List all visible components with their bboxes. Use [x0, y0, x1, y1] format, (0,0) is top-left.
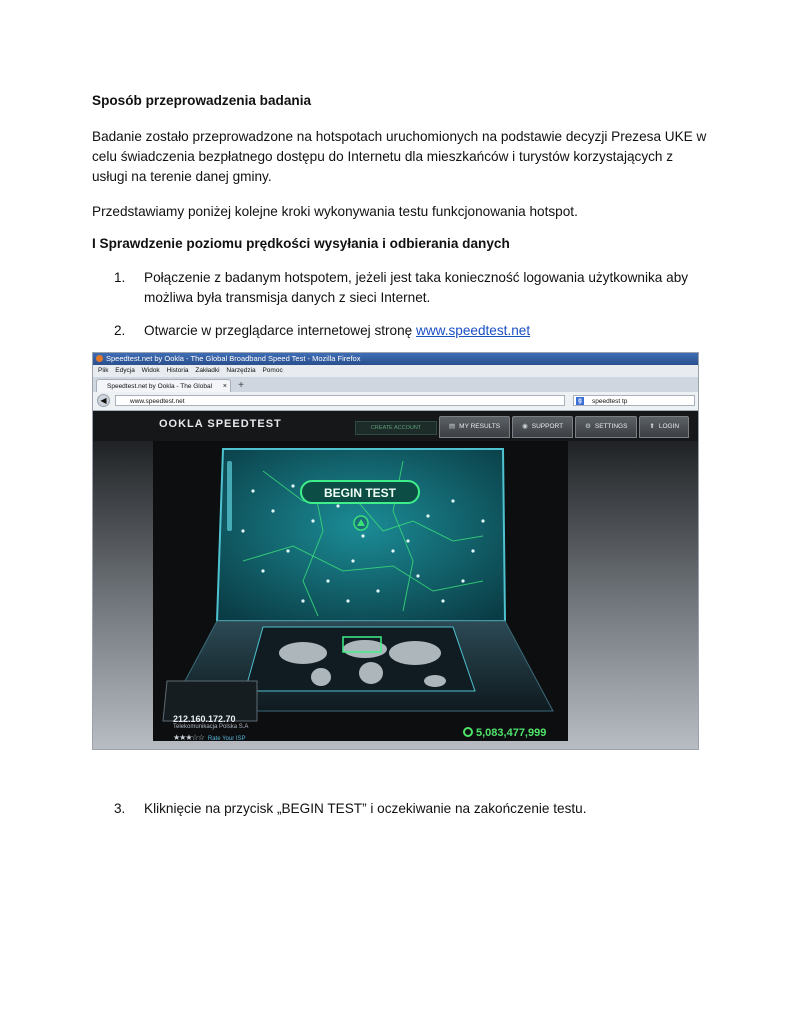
support-icon: ◉: [522, 423, 528, 430]
list-text: Połączenie z badanym hotspotem, jeżeli jest taka konieczność logowania użytkownika aby możliwa była transmisja danych z sieci Internet.: [144, 270, 689, 305]
menu-item-pomoc[interactable]: Pomoc: [262, 367, 283, 374]
continent-shape: [389, 641, 441, 665]
intro-paragraph: Badanie zostało przeprowadzone na hotspotach uruchomionych na podstawie decyzji Prezesa UKE w celu świadczenia bezpłatnego dostępu do Internetu dla mieszkańców i turystów korzystających z usługi na terenie danej gminy.: [92, 129, 707, 184]
tab-label: SUPPORT: [531, 423, 564, 430]
create-account-button[interactable]: CREATE ACCOUNT: [355, 421, 437, 435]
window-titlebar: [93, 353, 698, 365]
ookla-logo: OOKLA SPEEDTEST: [159, 418, 282, 430]
url-input[interactable]: www.speedtest.net: [115, 395, 565, 406]
list-text-part: Otwarcie w przeglądarce internetowej stronę: [144, 323, 417, 338]
search-input[interactable]: [573, 395, 695, 406]
ip-address: 212.160.172.70: [173, 714, 236, 724]
tab-bar: [93, 377, 698, 392]
rate-isp[interactable]: [173, 733, 246, 742]
tab-my-results[interactable]: [439, 416, 510, 438]
map-screen: [217, 449, 505, 621]
settings-icon: ⚙: [585, 423, 591, 430]
menu-item-historia[interactable]: Historia: [166, 367, 189, 374]
tab-support[interactable]: [512, 416, 573, 438]
results-icon: ▤: [449, 423, 456, 430]
menu-bar: [93, 365, 698, 377]
continent-shape: [279, 642, 327, 664]
section-heading: I Sprawdzenie poziomu prędkości wysyłania i odbierania danych: [92, 236, 510, 251]
speedtest-link[interactable]: www.speedtest.net: [416, 323, 531, 338]
zoom-slider[interactable]: [227, 461, 232, 531]
continent-shape: [424, 675, 446, 687]
begin-test-label: BEGIN TEST: [323, 486, 397, 500]
menu-item-widok[interactable]: Widok: [141, 367, 160, 374]
steps-paragraph: Przedstawiamy poniżej kolejne kroki wykonywania testu funkcjonowania hotspot.: [92, 204, 578, 219]
search-value: speedtest tp: [592, 398, 628, 405]
star-rating-icon[interactable]: ★★★☆☆: [173, 733, 204, 742]
menu-item-edycja[interactable]: Edycja: [115, 367, 135, 374]
continent-shape: [359, 662, 383, 684]
browser-screenshot: [92, 352, 699, 750]
speedtest-stage: [153, 441, 568, 741]
isp-name: Telekomunikacja Polska S.A: [173, 724, 249, 730]
rate-label: Rate Your ISP: [207, 736, 246, 742]
login-icon: ⬆: [649, 423, 655, 430]
counter-value: 5,083,477,999: [476, 727, 547, 739]
list-number: 1.: [114, 270, 126, 285]
tab-login[interactable]: [639, 416, 689, 438]
continent-shape: [311, 668, 331, 686]
close-icon[interactable]: ×: [222, 383, 227, 390]
tab-label: Speedtest.net by Ookla - The Global: [107, 383, 213, 390]
firefox-icon: [96, 355, 103, 362]
tab-label: LOGIN: [658, 423, 680, 430]
list-number: 3.: [114, 801, 126, 816]
tab-settings[interactable]: [575, 416, 637, 438]
tab-speedtest[interactable]: [96, 379, 231, 392]
speed-icon: [463, 727, 473, 737]
menu-item-narzedzia[interactable]: Narzędzia: [226, 367, 256, 374]
new-tab-button[interactable]: +: [238, 380, 244, 391]
speedtest-page: [93, 411, 698, 750]
test-counter: [463, 727, 546, 739]
google-icon: g: [576, 397, 584, 405]
menu-item-plik[interactable]: Plik: [98, 367, 109, 374]
speedtest-nav: [439, 416, 691, 436]
list-text: [144, 321, 689, 341]
navigation-bar: [93, 392, 698, 411]
speedtest-header: [93, 411, 698, 441]
list-number: 2.: [114, 323, 126, 338]
page-title: Sposób przeprowadzenia badania: [92, 93, 312, 108]
tab-label: SETTINGS: [594, 423, 628, 430]
window-title: Speedtest.net by Ookla - The Global Broadband Speed Test - Mozilla Firefox: [106, 354, 361, 363]
tab-label: MY RESULTS: [459, 423, 501, 430]
back-button[interactable]: ◀: [97, 394, 110, 407]
list-text: Kliknięcie na przycisk „BEGIN TEST” i oczekiwanie na zakończenie testu.: [144, 801, 587, 816]
menu-item-zakladki[interactable]: Zakładki: [195, 367, 220, 374]
